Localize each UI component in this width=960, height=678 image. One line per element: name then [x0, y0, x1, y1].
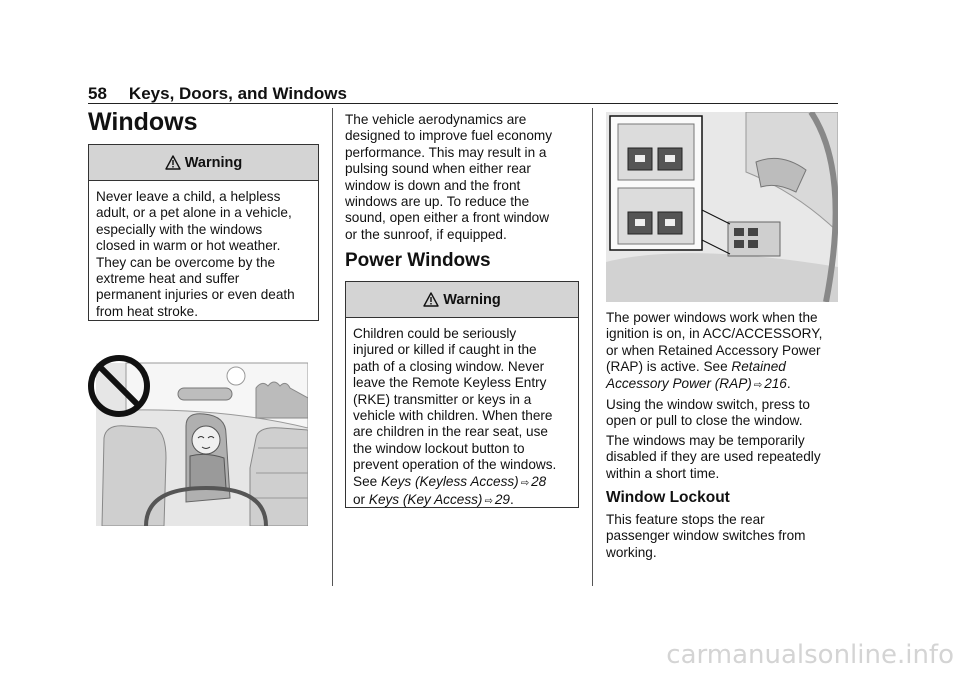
page-header	[88, 84, 838, 104]
warning-triangle-icon	[165, 155, 181, 170]
chapter-title: Keys, Doors, and Windows	[128, 84, 347, 103]
warning-line: adult, or a pet alone in a vehicle,	[96, 205, 292, 221]
text-line: designed to improve fuel economy	[345, 128, 553, 144]
warning-line: path of a closing window. Never	[353, 358, 545, 374]
aerodynamics-paragraph	[345, 112, 585, 243]
text-line: open or pull to close the window.	[606, 413, 803, 429]
warning-line: injured or killed if caught in the	[353, 342, 537, 358]
text-line: windows are up. To reduce the	[345, 194, 530, 210]
warning-line: the window lockout button to	[353, 440, 525, 456]
window-switch-paragraph	[606, 397, 842, 430]
warning-line: (RKE) transmitter or keys in a	[353, 391, 532, 407]
text-line: performance. This may result in a	[345, 144, 547, 160]
page-ref-arrow-icon: ⇨	[520, 477, 530, 489]
warning-line: closed in warm or hot weather.	[96, 238, 281, 254]
warning-label: Warning	[443, 291, 501, 308]
text-line: pulsing sound when either rear	[345, 161, 531, 177]
page-ref-keyless[interactable]: 28	[531, 473, 547, 489]
warning-line: leave the Remote Keyless Entry	[353, 375, 547, 391]
warning-header	[346, 282, 578, 318]
page-ref-arrow-icon: ⇨	[753, 379, 763, 391]
warning-label: Warning	[184, 154, 243, 171]
warning-reference-line: or Keys (Key Access) ⇨ 29.	[353, 492, 514, 508]
warning-line: especially with the windows	[96, 221, 263, 237]
section-title-window-lockout: Window Lockout	[606, 489, 730, 506]
text-line: The power windows work when the	[606, 310, 818, 325]
text-line: The windows may be temporarily	[606, 433, 805, 448]
column-divider-2	[592, 108, 593, 586]
link-keys-key-access[interactable]: Keys (Key Access)	[368, 492, 483, 508]
text-line: or the sunroof, if equipped.	[345, 226, 507, 242]
page-ref-key-access[interactable]: 29	[494, 492, 510, 508]
warning-body	[89, 181, 318, 320]
warning-line: extreme heat and suffer	[96, 271, 240, 287]
link-retained-accessory-power-cont[interactable]: Accessory Power (RAP)	[606, 375, 752, 391]
warning-line: Children could be seriously	[353, 326, 517, 341]
watermark: carmanualsonline.info	[666, 640, 954, 670]
warning-body	[346, 318, 578, 510]
warning-header	[89, 145, 318, 181]
link-retained-accessory-power[interactable]: Retained	[731, 359, 786, 375]
page-ref-arrow-icon: ⇨	[484, 496, 493, 508]
warning-line: prevent operation of the windows.	[353, 457, 557, 473]
text-line: working.	[606, 544, 657, 560]
text-line: within a short time.	[606, 465, 720, 481]
text-line: ignition is on, in ACC/ACCESSORY,	[606, 326, 823, 342]
child-in-car-illustration	[86, 348, 308, 526]
page-number: 58	[88, 84, 107, 103]
text-line: (RAP) is active. See Retained	[606, 359, 786, 375]
text-line: The vehicle aerodynamics are	[345, 112, 527, 127]
column-divider-1	[332, 108, 333, 586]
warning-line: Never leave a child, a helpless	[96, 189, 281, 204]
warning-box-closing-window	[345, 281, 579, 508]
window-switch-illustration	[606, 112, 838, 302]
warning-box-child-alone	[88, 144, 319, 321]
warning-line: permanent injuries or even death	[96, 287, 295, 303]
warning-line: vehicle with children. When there	[353, 408, 553, 424]
text-line: Accessory Power (RAP) ⇨ 216.	[606, 375, 791, 391]
warning-line: They can be overcome by the	[96, 254, 276, 270]
warning-line: are children in the rear seat, use	[353, 424, 548, 440]
window-lockout-paragraph	[606, 512, 842, 561]
header-rule	[88, 103, 838, 104]
windows-disabled-paragraph	[606, 433, 842, 482]
text-line: or when Retained Accessory Power	[606, 342, 821, 358]
warning-line: from heat stroke.	[96, 303, 198, 319]
warning-triangle-icon	[423, 292, 439, 307]
text-line: Using the window switch, press to	[606, 397, 810, 412]
link-keys-keyless-access[interactable]: Keys (Keyless Access)	[380, 473, 519, 489]
section-title-power-windows: Power Windows	[345, 250, 491, 271]
text-line: disabled if they are used repeatedly	[606, 449, 821, 465]
text-line: window is down and the front	[345, 177, 521, 193]
page-ref-rap[interactable]: 216	[764, 375, 787, 391]
text-line: This feature stops the rear	[606, 512, 765, 527]
power-windows-ignition-paragraph	[606, 310, 842, 394]
text-line: passenger window switches from	[606, 528, 806, 544]
warning-reference-line: See Keys (Keyless Access) ⇨ 28	[353, 473, 547, 489]
text-line: sound, open either a front window	[345, 210, 550, 226]
section-title-windows: Windows	[88, 108, 198, 136]
